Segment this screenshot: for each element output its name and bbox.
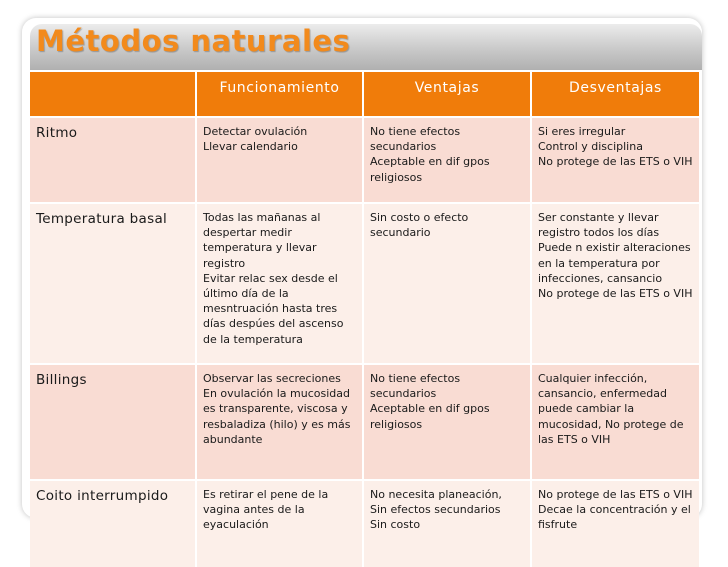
header-funcionamiento: Funcionamiento (196, 72, 363, 117)
method-name: Billings (30, 364, 196, 480)
header-desventajas: Desventajas (531, 72, 699, 117)
ventajas-cell: No tiene efectos secundarios Aceptable en dif gpos religiosos (363, 117, 531, 203)
method-name: Temperatura basal (30, 203, 196, 364)
desventajas-cell: Cualquier infección, cansancio, enfermedad puede cambiar la mucosidad, No protege de las ETS o VIH (531, 364, 699, 480)
table-header-row (30, 72, 699, 117)
method-name: Coito interrumpido (30, 480, 196, 567)
funcionamiento-cell: Todas las mañanas al despertar medir temperatura y llevar registro Evitar relac sex desde el último día de la mesntruación hasta tres días despúes del ascenso de la temperatura (196, 203, 363, 364)
ventajas-cell: Sin costo o efecto secundario (363, 203, 531, 364)
funcionamiento-cell: Es retirar el pene de la vagina antes de la eyaculación (196, 480, 363, 567)
table-row (30, 117, 699, 203)
desventajas-cell: Ser constante y llevar registro todos los días Puede n existir alteraciones en la temperatura por infecciones, cansancio No protege de las ETS o VIH (531, 203, 699, 364)
page-title: Métodos naturales (36, 24, 351, 58)
header-ventajas: Ventajas (363, 72, 531, 117)
header-method (30, 72, 196, 117)
table-row (30, 364, 699, 480)
ventajas-cell: No necesita planeación, Sin efectos secundarios Sin costo (363, 480, 531, 567)
desventajas-cell: Si eres irregular Control y disciplina No protege de las ETS o VIH (531, 117, 699, 203)
ventajas-cell: No tiene efectos secundarios Aceptable en dif gpos religiosos (363, 364, 531, 480)
table-row (30, 480, 699, 567)
funcionamiento-cell: Observar las secreciones En ovulación la mucosidad es transparente, viscosa y resbaladiza (hilo) y es más abundante (196, 364, 363, 480)
methods-table (30, 72, 699, 567)
table-row (30, 203, 699, 364)
method-name: Ritmo (30, 117, 196, 203)
funcionamiento-cell: Detectar ovulación Llevar calendario (196, 117, 363, 203)
desventajas-cell: No protege de las ETS o VIH Decae la concentración y el fisfrute (531, 480, 699, 567)
